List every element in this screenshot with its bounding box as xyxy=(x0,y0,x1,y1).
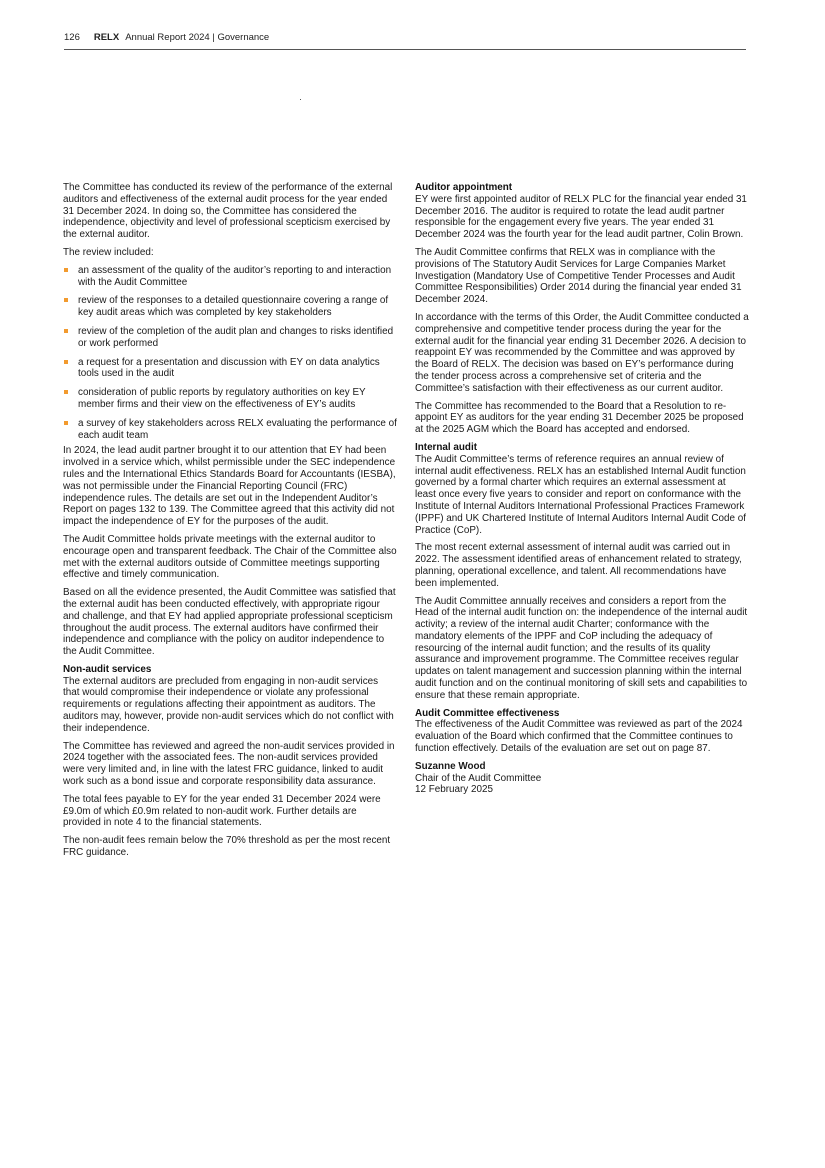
threshold-paragraph: The non-audit fees remain below the 70% threshold as per the most recent FRC guidance. xyxy=(63,835,391,859)
internal-audit-heading: Internal audit xyxy=(415,441,477,453)
list-item xyxy=(63,295,397,319)
right-column xyxy=(415,182,749,796)
list-item-text: consideration of public reports by regulatory authorities on key EY member firms and their view on the effectiveness of EY’s audits xyxy=(78,387,366,410)
bullet-square-icon xyxy=(64,360,68,364)
list-item-text: an assessment of the quality of the auditor’s reporting to and interaction with the Audit Committee xyxy=(78,264,392,288)
appointment-paragraph-1: EY were first appointed auditor of RELX PLC for the financial year ended 31 December 2016. The auditor is required to rotate the lead audit partner responsible for the engagement every five years. The year ended 31 December 2024 was the fourth year for the lead audit partner, Colin Brown. xyxy=(415,193,747,241)
auditor-appointment-heading: Auditor appointment xyxy=(415,182,513,193)
bullet-square-icon xyxy=(64,390,68,394)
fees-paragraph: The total fees payable to EY for the year ended 31 December 2024 were £9.0m of which £0.9m related to non-audit work. Further details are provided in note 4 to the financial statements. xyxy=(63,793,381,829)
bullet-square-icon xyxy=(64,329,68,333)
left-column xyxy=(63,182,397,865)
bullet-square-icon xyxy=(64,268,68,272)
section-label: Annual Report 2024 | Governance xyxy=(125,32,270,43)
non-audit-paragraph-1: The external auditors are precluded from engaging in non-audit services that would compromise their independence or violate any professional requirements or regulations affecting their appointment as auditors. The auditors may, however, provide non-audit services which do not conflict with their independence. xyxy=(63,675,394,734)
effectiveness-paragraph: The effectiveness of the Audit Committee was reviewed as part of the 2024 evaluation of the Board which confirmed that the Committee continues to function effectively. Details of the evaluation are set out on page 87. xyxy=(415,719,743,755)
internal-audit-paragraph-1: The Audit Committee’s terms of reference requires an annual review of internal audit effectiveness. RELX has an established Internal Audit function governed by a formal charter which requires an external assessment at least once every five years to consider and report on conformance with the Institute of Internal Auditors International Professional Practices Framework (IPPF) and UK Chartered Institute of Internal Auditors Internal Audit Code of Practice (CoP). xyxy=(415,453,746,536)
page-number: 126 xyxy=(64,32,80,43)
review-included-label: The review included: xyxy=(63,246,154,258)
non-audit-services-heading: Non-audit services xyxy=(63,663,152,675)
non-audit-paragraph-2: The Committee has reviewed and agreed the non-audit services provided in 2024 together with the associated fees. The non-audit services provided were very limited and, in line with the latest FRC guidance, linked to audit work such as a bond issue and corporate responsibility data assurance. xyxy=(63,740,395,788)
intro-paragraph: The Committee has conducted its review of the performance of the external auditors and effectiveness of the external audit process for the year ended 31 December 2024. In doing so, the Committee has considered the independence, objectivity and level of professional scepticism exercised by the external auditor. xyxy=(63,182,393,241)
private-meetings-paragraph: The Audit Committee holds private meetings with the external auditor to encourage open and transparent feedback. The Chair of the Committee also met with the external auditors outside of Committee meetings supporting effective and timely communication. xyxy=(63,533,397,581)
conclusion-paragraph: Based on all the evidence presented, the Audit Committee was satisfied that the external audit has been conducted effectively, with appropriate rigour and challenge, and that EY had applied appropriate professional scepticism throughout the audit process. The external auditors have confirmed their independence and compliance with the policy on auditor independence to the Audit Committee. xyxy=(63,587,396,658)
signature-block xyxy=(415,761,749,796)
bullet-square-icon xyxy=(64,421,68,425)
list-item-text: review of the responses to a detailed questionnaire covering a range of key audit areas which was completed by key stakeholders xyxy=(78,295,389,319)
brand-name: RELX xyxy=(93,32,120,43)
list-item xyxy=(63,357,397,381)
list-item xyxy=(63,387,397,411)
list-item xyxy=(63,418,397,442)
appointment-paragraph-2: The Audit Committee confirms that RELX was in compliance with the provisions of The Statutory Audit Services for Large Companies Market Investigation (Mandatory Use of Competitive Tender Processes and Audit Committee Responsibilities) Order 2014 during the financial year ended 31 December 2024. xyxy=(415,246,742,306)
signatory-name: Suzanne Wood xyxy=(415,760,486,772)
list-item xyxy=(63,265,397,289)
running-header xyxy=(64,31,746,45)
appointment-paragraph-4: The Committee has recommended to the Board that a Resolution to re-appoint EY as auditors for the year ending 31 December 2025 be proposed at the 2025 AGM which the Board has accepted and endorsed. xyxy=(415,400,744,436)
review-bullet-list xyxy=(63,265,397,442)
signature-date: 12 February 2025 xyxy=(415,784,493,796)
signatory-title: Chair of the Audit Committee xyxy=(415,772,542,784)
list-item xyxy=(63,326,397,350)
committee-effectiveness-heading: Audit Committee effectiveness xyxy=(415,707,560,719)
ey-independence-paragraph: In 2024, the lead audit partner brought it to our attention that EY had been involved in a service which, whilst permissible under the SEC independence rules and the International Ethics Standards Board for Accountants (IESBA), was not permissible under the Financial Reporting Council (FRC) independence rules. The details are set out in the Independent Auditor’s Report on pages 132 to 139. The Committee agreed that this activity did not impact the independence of EY for the purposes of the audit. xyxy=(63,445,396,528)
list-item-text: a request for a presentation and discussion with EY on data analytics tools used in the audit xyxy=(78,356,380,380)
internal-audit-paragraph-3: The Audit Committee annually receives and considers a report from the Head of the internal audit function on: the independence of the internal audit activity; a review of the internal audit Charter; conformance with the mandatory elements of the IPPF and CoP including the adequacy of resourcing of the internal audit function; and the results of its quality assurance and improvement programme. The Committee receives regular updates on talent management and succession planning within the internal audit function and on the continual monitoring of skill sets and capabilities to ensure that these remain appropriate. xyxy=(415,595,748,701)
header-rule xyxy=(64,49,746,50)
list-item-text: review of the completion of the audit plan and changes to risks identified or work performed xyxy=(78,325,394,349)
list-item-text: a survey of key stakeholders across RELX evaluating the performance of each audit team xyxy=(78,417,397,441)
internal-audit-paragraph-2: The most recent external assessment of internal audit was carried out in 2022. The assessment identified areas of enhancement related to strategy, planning, operational excellence, and talent. All recommendations have been implemented. xyxy=(415,542,742,589)
bullet-square-icon xyxy=(64,298,68,302)
appointment-paragraph-3: In accordance with the terms of this Order, the Audit Committee conducted a comprehensive and competitive tender process during the year for the external audit for the financial year ending 31 December 2026. A decision to reappoint EY was recommended by the Committee and was approved by the Board of RELX. The decision was based on EY’s performance during the tender process across a comprehensive set of criteria and the Committee’s satisfaction with their effectiveness as our current auditor. xyxy=(415,311,749,394)
stray-dot xyxy=(300,99,301,100)
